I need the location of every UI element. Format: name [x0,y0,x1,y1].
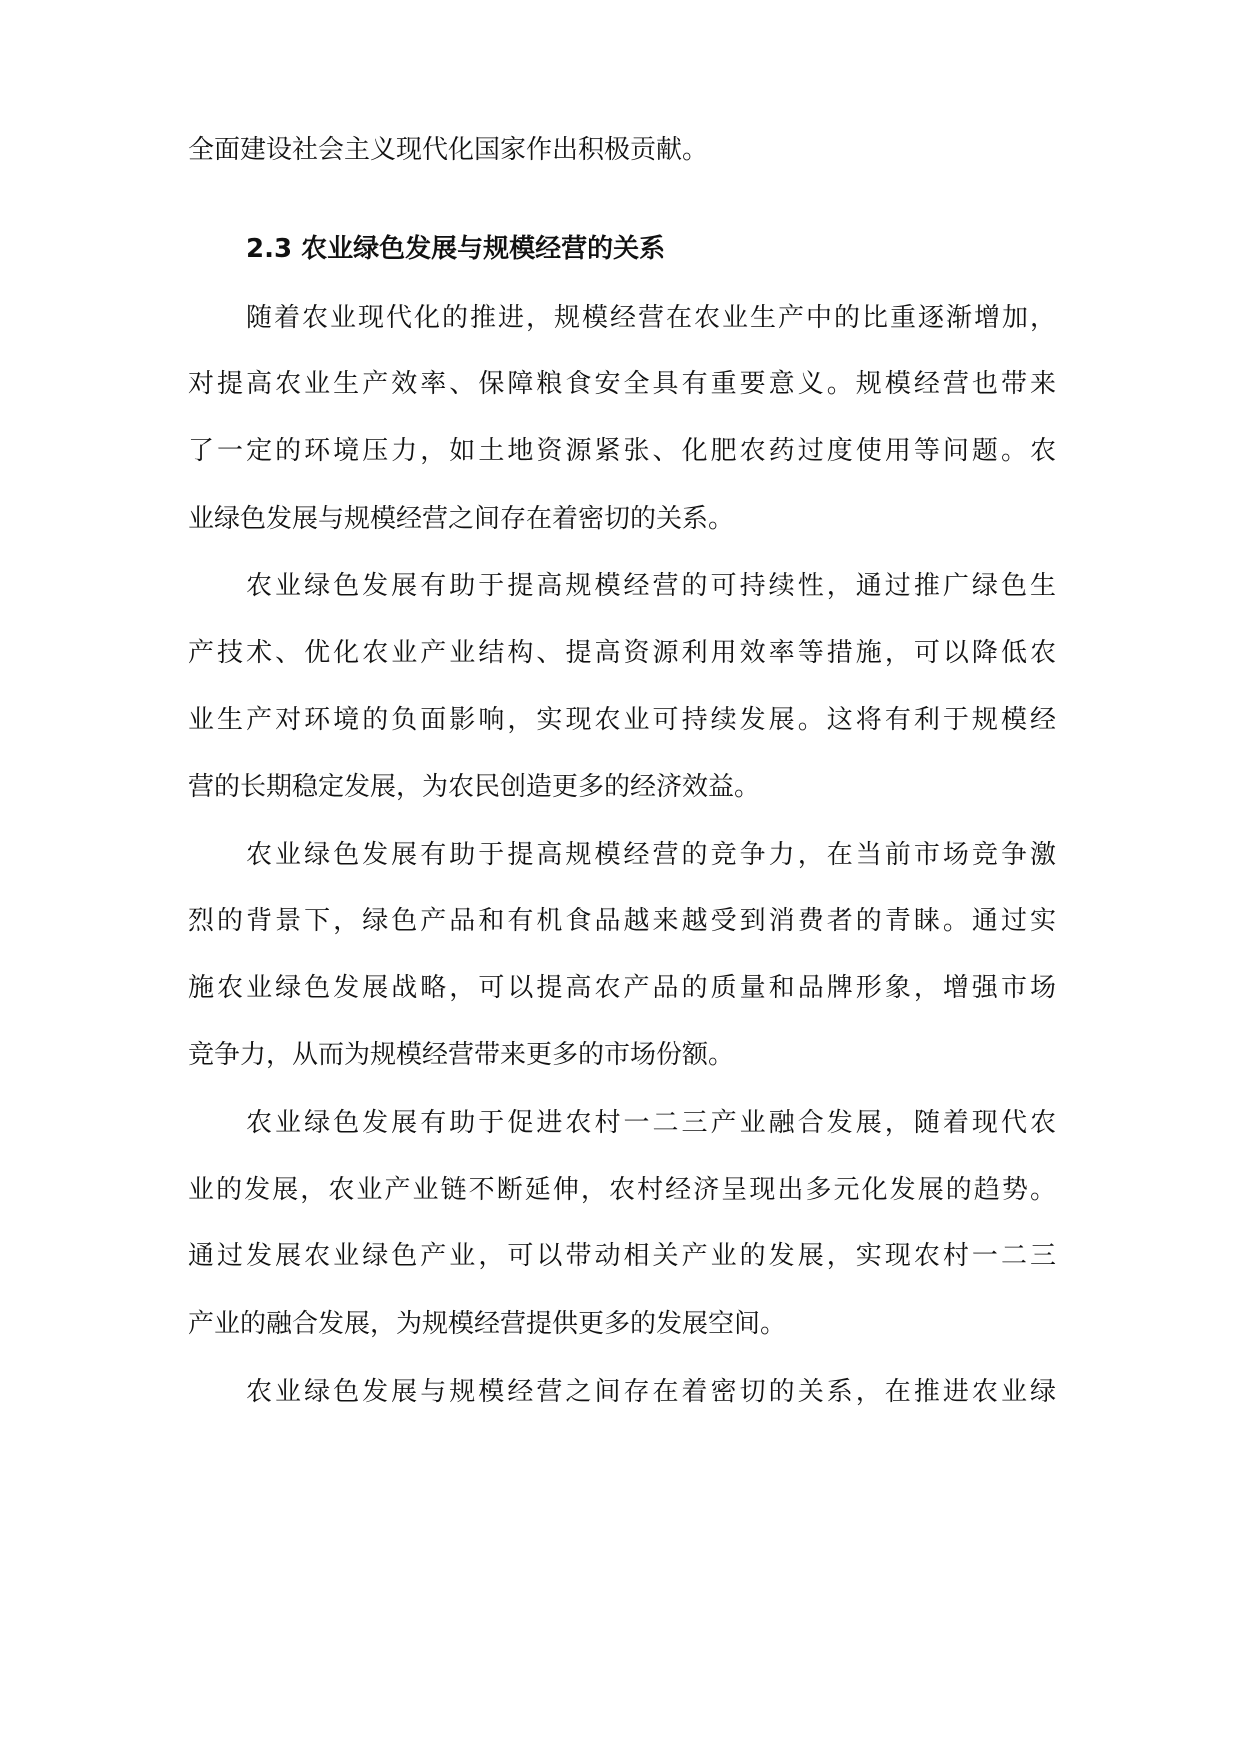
section-heading: 2.3 农业绿色发展与规模经营的关系 [246,234,666,264]
paragraph-line: 农业绿色发展有助于提高规模经营的竞争力，在当前市场竞争激 [246,840,1056,870]
paragraph-line: 竞争力，从而为规模经营带来更多的市场份额。 [188,1040,735,1070]
paragraph-line: 农业绿色发展有助于促进农村一二三产业融合发展，随着现代农 [246,1108,1056,1138]
paragraph-line: 随着农业现代化的推进，规模经营在农业生产中的比重逐渐增加， [246,303,1056,333]
paragraph-line: 全面建设社会主义现代化国家作出积极贡献。 [188,135,709,165]
paragraph-line: 业的发展，农业产业链不断延伸，农村经济呈现出多元化发展的趋势。 [188,1175,1056,1205]
paragraph-line: 产业的融合发展，为规模经营提供更多的发展空间。 [188,1309,787,1339]
paragraph-line: 了一定的环境压力，如土地资源紧张、化肥农药过度使用等问题。农 [188,436,1056,466]
paragraph-line: 农业绿色发展有助于提高规模经营的可持续性，通过推广绿色生 [246,571,1056,601]
paragraph-line: 产技术、优化农业产业结构、提高资源利用效率等措施，可以降低农 [188,638,1056,668]
paragraph-line: 施农业绿色发展战略，可以提高农产品的质量和品牌形象，增强市场 [188,973,1056,1003]
paragraph-line: 营的长期稳定发展，为农民创造更多的经济效益。 [188,772,761,802]
paragraph-line: 业生产对环境的负面影响，实现农业可持续发展。这将有利于规模经 [188,705,1056,735]
paragraph-line: 通过发展农业绿色产业，可以带动相关产业的发展，实现农村一二三 [188,1241,1056,1271]
paragraph-line: 烈的背景下，绿色产品和有机食品越来越受到消费者的青睐。通过实 [188,906,1056,936]
paragraph-line: 农业绿色发展与规模经营之间存在着密切的关系，在推进农业绿 [246,1377,1056,1407]
paragraph-line: 对提高农业生产效率、保障粮食安全具有重要意义。规模经营也带来 [188,369,1056,399]
paragraph-line: 业绿色发展与规模经营之间存在着密切的关系。 [188,504,735,534]
